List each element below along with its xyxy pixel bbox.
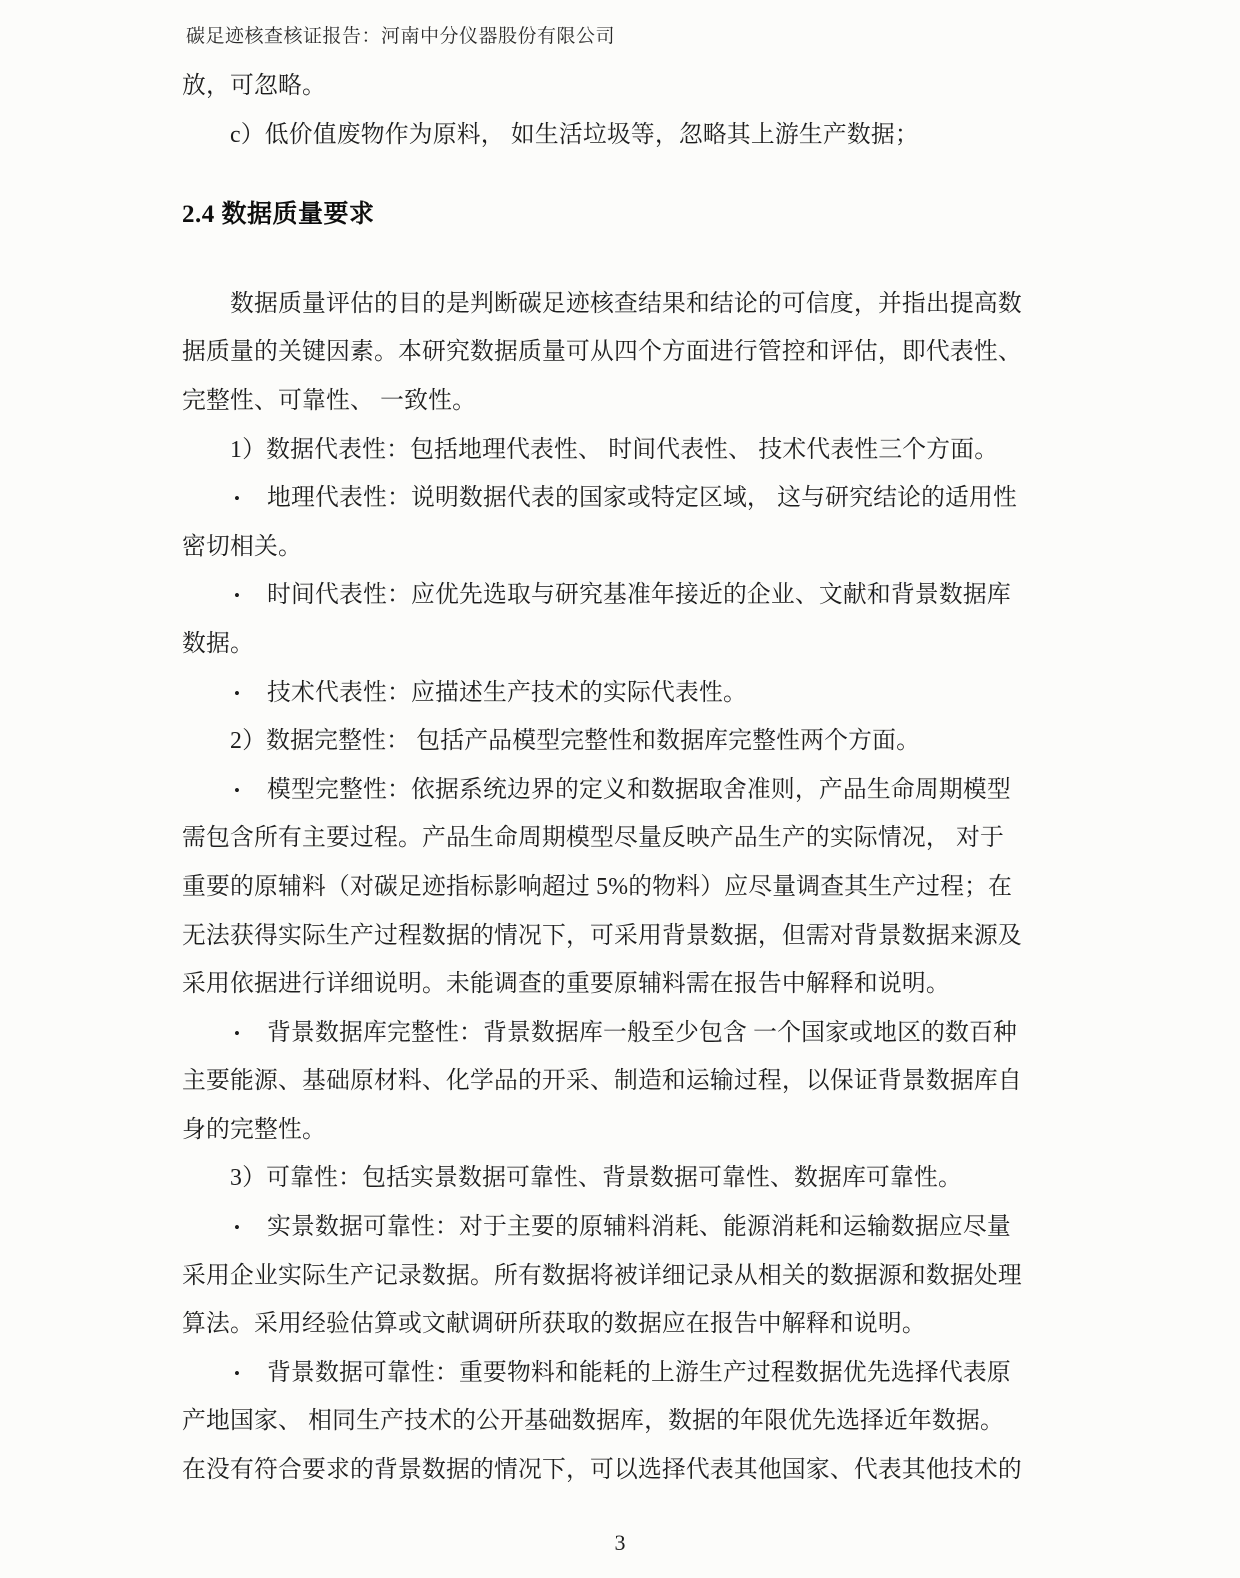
bullet-line [182, 766, 1068, 815]
bullet-icon: • [234, 1023, 241, 1043]
bullet-text: 模型完整性：依据系统边界的定义和数据取舍准则，产品生命周期模型 [267, 776, 1011, 803]
document-body [182, 62, 1068, 1495]
bullet-line [182, 1203, 1068, 1252]
bullet-icon: • [234, 489, 241, 509]
text-line: 产地国家、 相同生产技术的公开基础数据库，数据的年限优先选择近年数据。 [182, 1408, 1005, 1435]
bullet-icon: • [234, 586, 241, 606]
text-line: 采用依据进行详细说明。未能调查的重要原辅料需在报告中解释和说明。 [182, 971, 950, 998]
bullet-text: 背景数据库完整性：背景数据库一般至少包含 一个国家或地区的数百种 [267, 1019, 1018, 1046]
bullet-text: 地理代表性：说明数据代表的国家或特定区域， 这与研究结论的适用性 [267, 485, 1018, 512]
text-line: 1）数据代表性：包括地理代表性、 时间代表性、 技术代表性三个方面。 [230, 436, 999, 463]
bullet-text: 实景数据可靠性：对于主要的原辅料消耗、能源消耗和运输数据应尽量 [267, 1214, 1011, 1241]
bullet-text: 时间代表性：应优先选取与研究基准年接近的企业、文献和背景数据库 [267, 582, 1011, 609]
bullet-text: 技术代表性：应描述生产技术的实际代表性。 [267, 679, 747, 706]
text-line: 主要能源、基础原材料、化学品的开采、制造和运输过程，以保证背景数据库自 [182, 1068, 1022, 1095]
text-line: 采用企业实际生产记录数据。所有数据将被详细记录从相关的数据源和数据处理 [182, 1262, 1022, 1289]
text-line: 密切相关。 [182, 533, 302, 560]
text-line: 3）可靠性：包括实景数据可靠性、背景数据可靠性、数据库可靠性。 [230, 1165, 963, 1192]
text-line: 重要的原辅料（对碳足迹指标影响超过 5%的物料）应尽量调查其生产过程；在 [182, 873, 1013, 900]
text-line: 数据。 [182, 630, 254, 657]
bullet-line [182, 1009, 1068, 1058]
text-line: 据质量的关键因素。本研究数据质量可从四个方面进行管控和评估，即代表性、 [182, 339, 1022, 366]
page-number: 3 [614, 1530, 626, 1555]
text-line: 需包含所有主要过程。产品生命周期模型尽量反映产品生产的实际情况， 对于 [182, 825, 1005, 852]
text-line: 完整性、可靠性、 一致性。 [182, 387, 477, 414]
text-line: 放，可忽略。 [182, 73, 326, 99]
bullet-icon: • [234, 1363, 241, 1383]
text-line: 2）数据完整性： 包括产品模型完整性和数据库完整性两个方面。 [230, 728, 921, 755]
text-line: 数据质量评估的目的是判断碳足迹核查结果和结论的可信度，并指出提高数 [230, 290, 1022, 317]
bullet-icon: • [234, 780, 241, 800]
bullet-line [182, 669, 1068, 718]
bullet-line [182, 1349, 1068, 1398]
text-line: 算法。采用经验估算或文献调研所获取的数据应在报告中解释和说明。 [182, 1311, 926, 1338]
report-header: 碳足迹核查核证报告：河南中分仪器股份有限公司 [186, 26, 616, 47]
bullet-text: 背景数据可靠性：重要物料和能耗的上游生产过程数据优先选择代表原 [267, 1359, 1011, 1386]
bullet-line [182, 571, 1068, 620]
text-line: 身的完整性。 [182, 1116, 326, 1143]
bullet-icon: • [234, 1218, 241, 1238]
bullet-line [182, 474, 1068, 523]
text-line: c）低价值废物作为原料， 如生活垃圾等，忽略其上游生产数据； [230, 121, 919, 148]
text-line: 在没有符合要求的背景数据的情况下，可以选择代表其他国家、代表其他技术的 [182, 1457, 1022, 1484]
bullet-icon: • [234, 683, 241, 703]
section-heading: 2.4 数据质量要求 [182, 201, 375, 229]
text-line: 无法获得实际生产过程数据的情况下，可采用背景数据，但需对背景数据来源及 [182, 922, 1022, 949]
